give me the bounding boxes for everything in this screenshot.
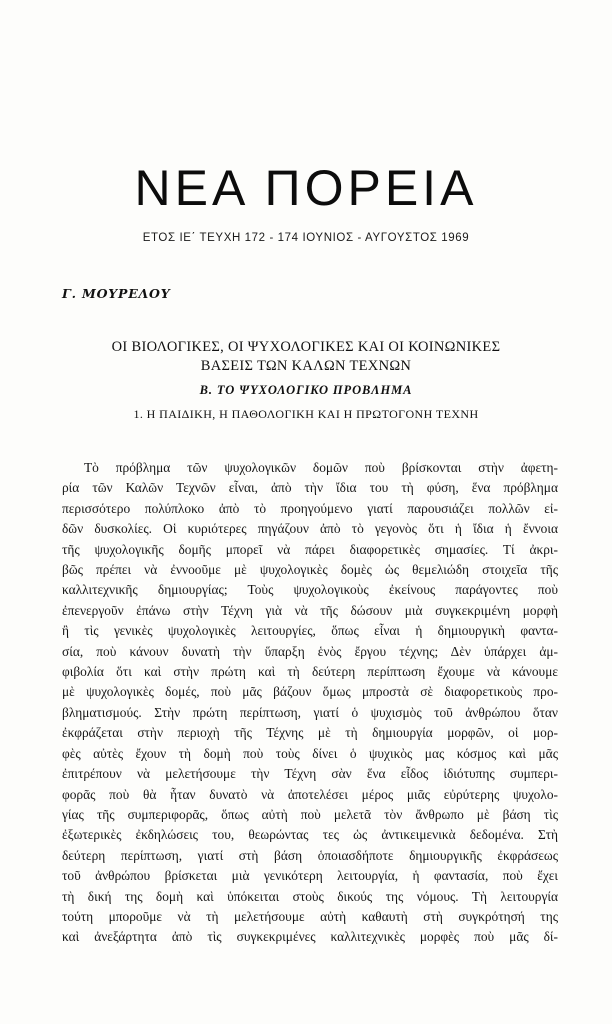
body-line: φὲς αὐτὲς ἔχουν τὴ δομὴ ποὺ τοὺς δίνει ὁ ψυχικὸς μας κόσμος καὶ μᾶς (62, 745, 558, 761)
body-line: δεύτερη περίπτωση, γιατί στὴ βάση ὁποιασδήποτε δημιουργικῆς ἐκφράσεως (62, 847, 558, 863)
body-line: σία, ποὺ κάνουν δυνατὴ τὴν ὕπαρξη ἑνὸς ἔργου τέχνης; Δὲν ὑπάρχει ἀμ- (62, 643, 558, 659)
body-line: καλλιτεχνικῆς δημιουργίας; Τοὺς ψυχολογικοὺς ἐκείνους παράγοντες ποὺ (62, 582, 558, 598)
body-line: ἐπιτρέπουν νὰ μελετήσουμε τὴν Τέχνη σὰν ἕνα εἶδος ἰδιότυπης συμπερι- (62, 766, 558, 782)
body-line: βληματισμούς. Στὴν πρώτη περίπτωση, γιατί ὁ ψυχισμὸς τοῦ ἀνθρώπου ὅταν (62, 704, 558, 720)
body-line: τὴ δική της δομὴ καὶ ὑπόκειται στοὺς δικούς της νόμους. Τὴ λειτουργία (62, 888, 558, 904)
body-line: Τὸ πρόβλημα τῶν ψυχολογικῶν δομῶν ποὺ βρίσκονται στὴν ἀφετη- (84, 460, 558, 475)
body-line: καὶ ἀνεξάρτητα ἀπὸ τὶς συγκεκριμένες καλλιτεχνικὲς μορφὲς ποὺ μᾶς δί- (62, 929, 558, 945)
body-line: φορᾶς ποὺ θὰ ἦταν δυνατὸ νὰ ἀποτελέσει μέρος μιᾶς εὐρύτερης ψυχολο- (62, 786, 558, 802)
body-line: ἐξωτερικὲς ἐκδηλώσεις του, θεωρώντας τες ὡς ἀντικειμενικὰ δεδομένα. Στὴ (62, 827, 558, 843)
body-line: μὲ ψυχολογικὲς δομές, ποὺ μᾶς βάζουν ὅμως μπροστὰ σὲ διαφορετικοὺς προ- (62, 684, 558, 700)
journal-title: ΝΕΑ ΠΟΡΕΙΑ (134, 160, 478, 216)
article-author: Γ. ΜΟΥΡΕΛΟΥ (62, 286, 171, 301)
article-subtitle: Β. ΤΟ ΨΥΧΟΛΟΓΙΚΟ ΠΡΟΒΛΗΜΑ (199, 383, 413, 397)
body-line: δῶν δυσκολίες. Οἱ κυριότερες πηγάζουν ἀπὸ τὸ γεγονὸς ὅτι ἡ ἴδια ἡ ἔννοια (62, 521, 558, 537)
body-line: ἢ τὶς γενικὲς ψυχολογικὲς λειτουργίες, ὅπως εἶναι ἡ δημιουργικὴ φαντα- (62, 623, 558, 639)
issue-info: ΕΤΟΣ ΙΕ΄ ΤΕΥΧΗ 172 - 174 ΙΟΥΝΙΟΣ - ΑΥΓΟΥΣΤΟΣ 1969 (142, 232, 470, 244)
body-line: φιβολία ὅτι καὶ στὴν πρώτη καὶ τὴ δεύτερη περίπτωση ἔχουμε νὰ κάνουμε (62, 664, 558, 680)
article-title-line: ΟΙ ΒΙΟΛΟΓΙΚΕΣ, ΟΙ ΨΥΧΟΛΟΓΙΚΕΣ ΚΑΙ ΟΙ ΚΟΙΝΩΝΙΚΕΣ (111, 339, 501, 355)
section-heading: 1. Η ΠΑΙΔΙΚΗ, Η ΠΑΘΟΛΟΓΙΚΗ ΚΑΙ Η ΠΡΩΤΟΓΟΝΗ ΤΕΧΝΗ (133, 407, 479, 421)
body-line: τῆς ψυχολογικῆς δομῆς μπορεῖ νὰ πάρει διαφορετικὲς σημασίες. Τί ἀκρι- (62, 541, 558, 557)
body-line: βῶς πρέπει νὰ ἐννοοῦμε μὲ ψυχολογικὲς δομὲς ὡς θεμελιώδη στοιχεῖα τῆς (62, 562, 558, 578)
body-line: ἐπενεργοῦν ἐπάνω στὴν Τέχνη γιὰ νὰ τῆς δώσουν μιὰ συγκεκριμένη μορφὴ (62, 602, 558, 618)
body-line: ρία τῶν Καλῶν Τεχνῶν εἶναι, ἀπὸ τὴν ἴδια του τὴ φύση, ἕνα πρόβλημα (62, 480, 558, 496)
body-line: τοῦ ἀνθρώπου βρίσκεται μιὰ γενικότερη λειτουργία, ἡ φαντασία, ποὺ ἔχει (62, 868, 558, 884)
article-body (62, 458, 558, 948)
body-line: γίας τῆς συμπεριφορᾶς, ὅπως αὐτὴ ποὺ μελετᾶ τὸν ἄνθρωπο μὲ βάση τὶς (62, 806, 558, 822)
article-title-line: ΒΑΣΕΙΣ ΤΩΝ ΚΑΛΩΝ ΤΕΧΝΩΝ (200, 358, 412, 374)
article-title-block (40, 338, 572, 423)
body-line: τούτη μποροῦμε νὰ τὴ μελετήσουμε αὐτὴ καθαυτὴ στὴ συγκρότησή της (62, 908, 558, 924)
body-line: ἐκφράζεται στὴν περιοχὴ τῆς Τέχνης μὲ τὴ δημιουργία μορφῶν, οἱ μορ- (62, 725, 558, 741)
body-line: περισσότερο πολύπλοκο ἀπὸ τὸ προηγούμενο γιατί παρουσιάζει πολλῶν εἰ- (62, 500, 558, 516)
